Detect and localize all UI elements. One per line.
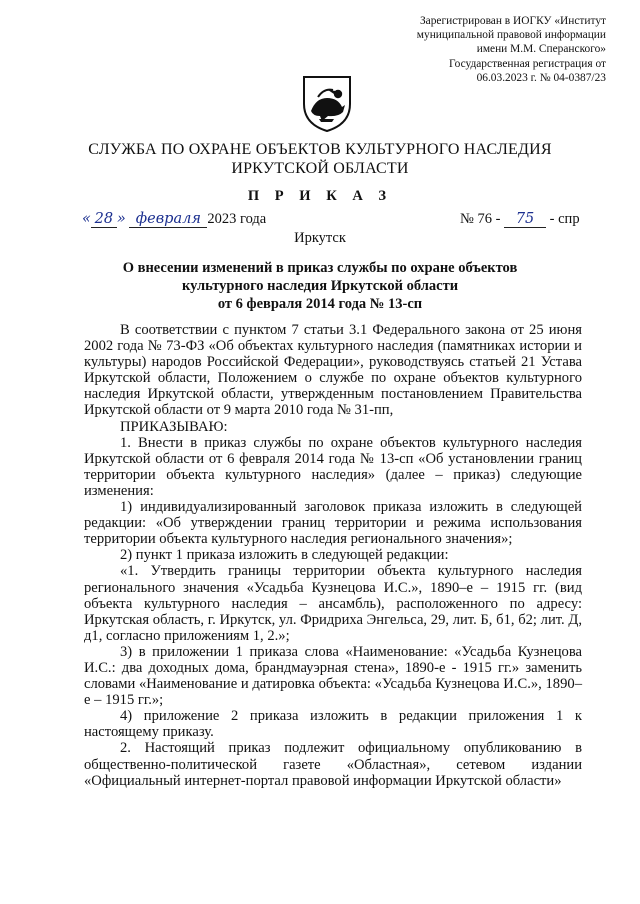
coat-of-arms-icon	[298, 74, 356, 134]
number-suffix: - спр	[549, 211, 580, 227]
handwritten-day: 28	[91, 212, 117, 228]
date-close-quote: »	[116, 211, 126, 227]
organization-line: ИРКУТСКОЙ ОБЛАСТИ	[231, 160, 409, 177]
registration-line: имени М.М. Сперанского»	[476, 43, 606, 56]
handwritten-month: февраля	[129, 212, 207, 228]
date-year: 2023 года	[207, 211, 267, 227]
organization-line: СЛУЖБА ПО ОХРАНЕ ОБЪЕКТОВ КУЛЬТУРНОГО НАСЛЕДИЯ	[88, 141, 552, 158]
registration-line: Зарегистрирован в ИОГКУ «Институт	[419, 15, 606, 27]
paragraph: 1) индивидуализированный заголовок приказа изложить в следующей редакции: «Об утверждении границ территории и режима использования территории объекта культурного наследия регионального значения»;	[84, 499, 582, 548]
paragraph: 3) в приложении 1 приказа слова «Наименование: «Усадьба Кузнецова И.С.: два доходных дома, брандмауэрная стена», 1890-е - 1915 гг.» заменить словами «Наименование и датировка объекта: «Усадьба Кузнецова И.С.», 1890–е – 1915 гг.»;	[84, 643, 582, 709]
registration-line: муниципальной правовой информации	[416, 29, 606, 42]
paragraph: 1. Внести в приказ службы по охране объектов культурного наследия Иркутской области от 6 февраля 2014 года № 13-сп «Об установлении границ территории объекта культурного наследия» (далее – приказ) следующие изменения:	[84, 434, 582, 499]
paragraph: 2) пункт 1 приказа изложить в следующей редакции:	[120, 547, 449, 564]
paragraph: «1. Утвердить границы территории объекта культурного наследия регионального значения «Усадьба Кузнецова И.С.», 1890–е – 1915 гг. (вид объекта культурного наследия – ансамбль), расположенного по адресу: Иркутская область, г. Иркутск, ул. Фридриха Энгельса, 29, лит. Б, б1, б2; лит. Д, д1, согласно приложениям 1, 2.»;	[84, 563, 582, 644]
handwritten-number: 75	[504, 212, 546, 228]
organization-name	[0, 140, 640, 178]
order-word: ПРИКАЗЫВАЮ:	[120, 418, 228, 435]
registration-line: 06.03.2023 г. № 04-0387/23	[476, 71, 606, 84]
title-line: от 6 февраля 2014 года № 13-сп	[217, 296, 423, 312]
paragraph: 2. Настоящий приказ подлежит официальному опубликованию в общественно-политической газете «Областная», сетевом издании «Официальный интернет-портал правовой информации Иркутской области»	[84, 740, 582, 789]
registration-stamp	[376, 14, 606, 85]
title-line: О внесении изменений в приказ службы по охране объектов	[122, 260, 518, 276]
date-open-quote: «	[82, 211, 91, 227]
number-prefix: № 76 -	[460, 211, 501, 227]
city: Иркутск	[294, 230, 346, 246]
order-date	[82, 211, 266, 228]
document-body	[84, 322, 582, 789]
order-number	[460, 211, 580, 228]
registration-line: Государственная регистрация от	[449, 57, 606, 70]
paragraph: 4) приложение 2 приказа изложить в редакции приложения 1 к настоящему приказу.	[84, 708, 582, 741]
document-title	[0, 259, 640, 313]
order-heading: П Р И К А З	[247, 188, 393, 204]
paragraph: В соответствии с пунктом 7 статьи 3.1 Федерального закона от 25 июня 2002 года № 73-ФЗ «Об объектах культурного наследия (памятниках истории и культуры) народов Российской Федерации», руководствуясь статьей 21 Устава Иркутской области, Положением о службе по охране объектов культурного наследия Иркутской области, утвержденным постановлением Правительства Иркутской области от 9 марта 2010 года № 31-пп,	[84, 322, 582, 419]
title-line: культурного наследия Иркутской области	[181, 278, 459, 294]
